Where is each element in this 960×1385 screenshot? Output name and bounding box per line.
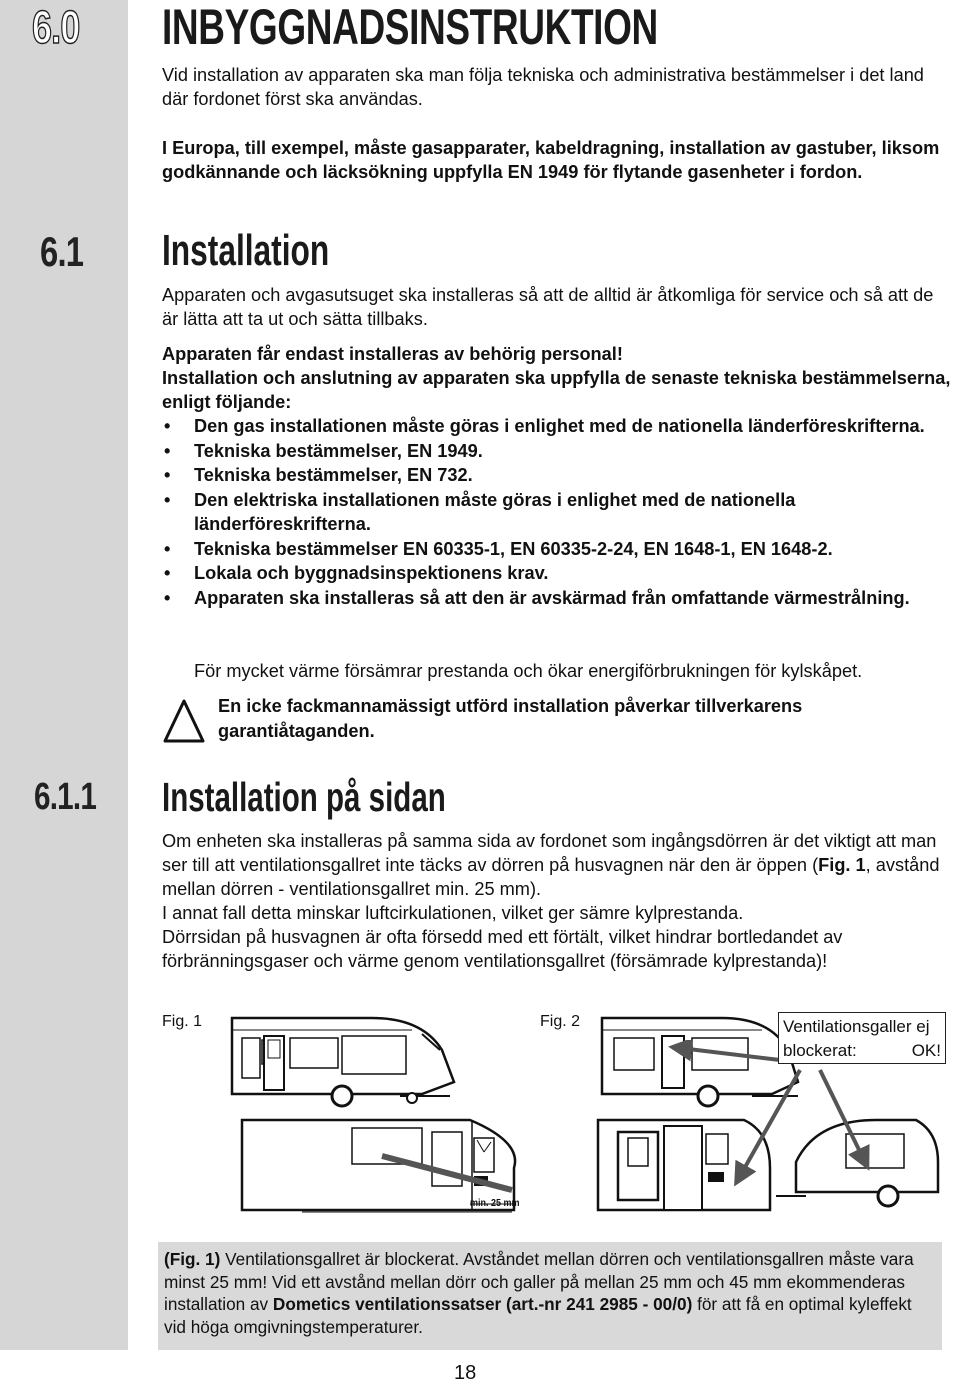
heat-note: För mycket värme försämrar prestanda och ökar energiförbrukningen för kylskåpet.: [194, 661, 863, 681]
authorized-personnel-notice: Apparaten får endast installeras av behörig personal!: [162, 344, 623, 364]
requirements-list: [162, 414, 952, 610]
warranty-warning: En icke fackmannamässigt utförd installation påverkar tillverkarens garantiåtaganden.: [218, 696, 803, 741]
dimension-label: min. 25 mm: [470, 1198, 520, 1209]
list-item: • Lokala och byggnadsinspektionens krav.: [162, 561, 952, 586]
fig2-label: Fig. 2: [540, 1013, 581, 1030]
installation-paragraph: Apparaten och avgasutsuget ska installeras så att de alltid är åtkomliga för service och så att de är lätta att ta ut och sätta tillbaks.: [162, 285, 934, 329]
section-title-installation: Installation: [162, 226, 330, 275]
page-number: 18: [454, 1362, 477, 1384]
list-item: • Den elektriska installationen måste göras i enlighet med de nationella länderföreskrifterna.: [162, 488, 952, 537]
warning-box: [162, 694, 952, 750]
callout-line1: Ventilationsgaller ej: [783, 1017, 930, 1036]
regulation-paragraph: I Europa, till exempel, måste gasapparater, kabeldragning, installation av gastuber, liksom godkännande och läcksökning uppfylla EN 1949 för flytande gasenheter i fordon.: [162, 138, 940, 182]
regulations-intro: Installation och anslutning av apparaten ska uppfylla de senaste tekniska bestämmelserna, enligt följande:: [162, 368, 951, 412]
pointer-arrows: [640, 1040, 880, 1200]
left-margin-band: [0, 0, 128, 1350]
warning-triangle-icon: [162, 698, 206, 744]
intro-paragraph: Vid installation av apparaten ska man följa tekniska och administrativa bestämmelser i det land där fordonet först ska användas.: [162, 65, 924, 109]
airflow-paragraph: I annat fall detta minskar luftcirkulationen, vilket ger sämre kylprestanda.: [162, 903, 744, 923]
awning-paragraph: Dörrsidan på husvagnen är ofta försedd med ett förtält, vilket hindrar bortledandet av förbränningsgaser och värme genom ventilationsgallret (försämrade kylprestanda)!: [162, 927, 843, 971]
page-title: INBYGGNADSINSTRUKTION: [162, 0, 658, 55]
caravan-illustration: [222, 1010, 462, 1110]
figure-caption: (Fig. 1) Ventilationsgallret är blockerat. Avståndet mellan dörren och ventilationsgallren måste vara minst 25 mm! Vid ett avstånd mellan dörr och galler på mellan 25 mm och 45 mm ekommenderas installation av Dometics ventilationssatser (art.-nr 241 2985 - 00/0) för att få en optimal kyleffekt vid höga omgivningstemperaturer.: [158, 1242, 942, 1350]
list-item: • Tekniska bestämmelser EN 60335-1, EN 60335-2-24, EN 1648-1, EN 1648-2.: [162, 537, 952, 562]
callout-line2: blockerat: OK!: [783, 1041, 941, 1060]
ventilation-callout: [778, 1012, 946, 1064]
section-number-6-1: 6.1: [40, 228, 84, 275]
section-number-6-0: 6.0: [32, 1, 80, 53]
section-number-6-1-1: 6.1.1: [34, 776, 97, 818]
list-item: • Den gas installationen måste göras i enlighet med de nationella länderföreskrifterna.: [162, 414, 952, 439]
list-item: • Tekniska bestämmelser, EN 732.: [162, 463, 952, 488]
section-title-side-install: Installation på sidan: [162, 774, 446, 820]
list-item: • Apparaten ska installeras så att den är avskärmad från omfattande värmestrålning.: [162, 586, 952, 611]
side-install-paragraph: Om enheten ska installeras på samma sida av fordonet som ingångsdörren är det viktigt att man ser till att ventilationsgallret inte täcks av dörren på husvagnen när den är öppen (Fig. 1, avstånd mellan dörren - ventilationsgallret min. 25 mm).: [162, 831, 940, 899]
list-item: • Tekniska bestämmelser, EN 1949.: [162, 439, 952, 464]
fig1-label: Fig. 1: [162, 1013, 203, 1030]
